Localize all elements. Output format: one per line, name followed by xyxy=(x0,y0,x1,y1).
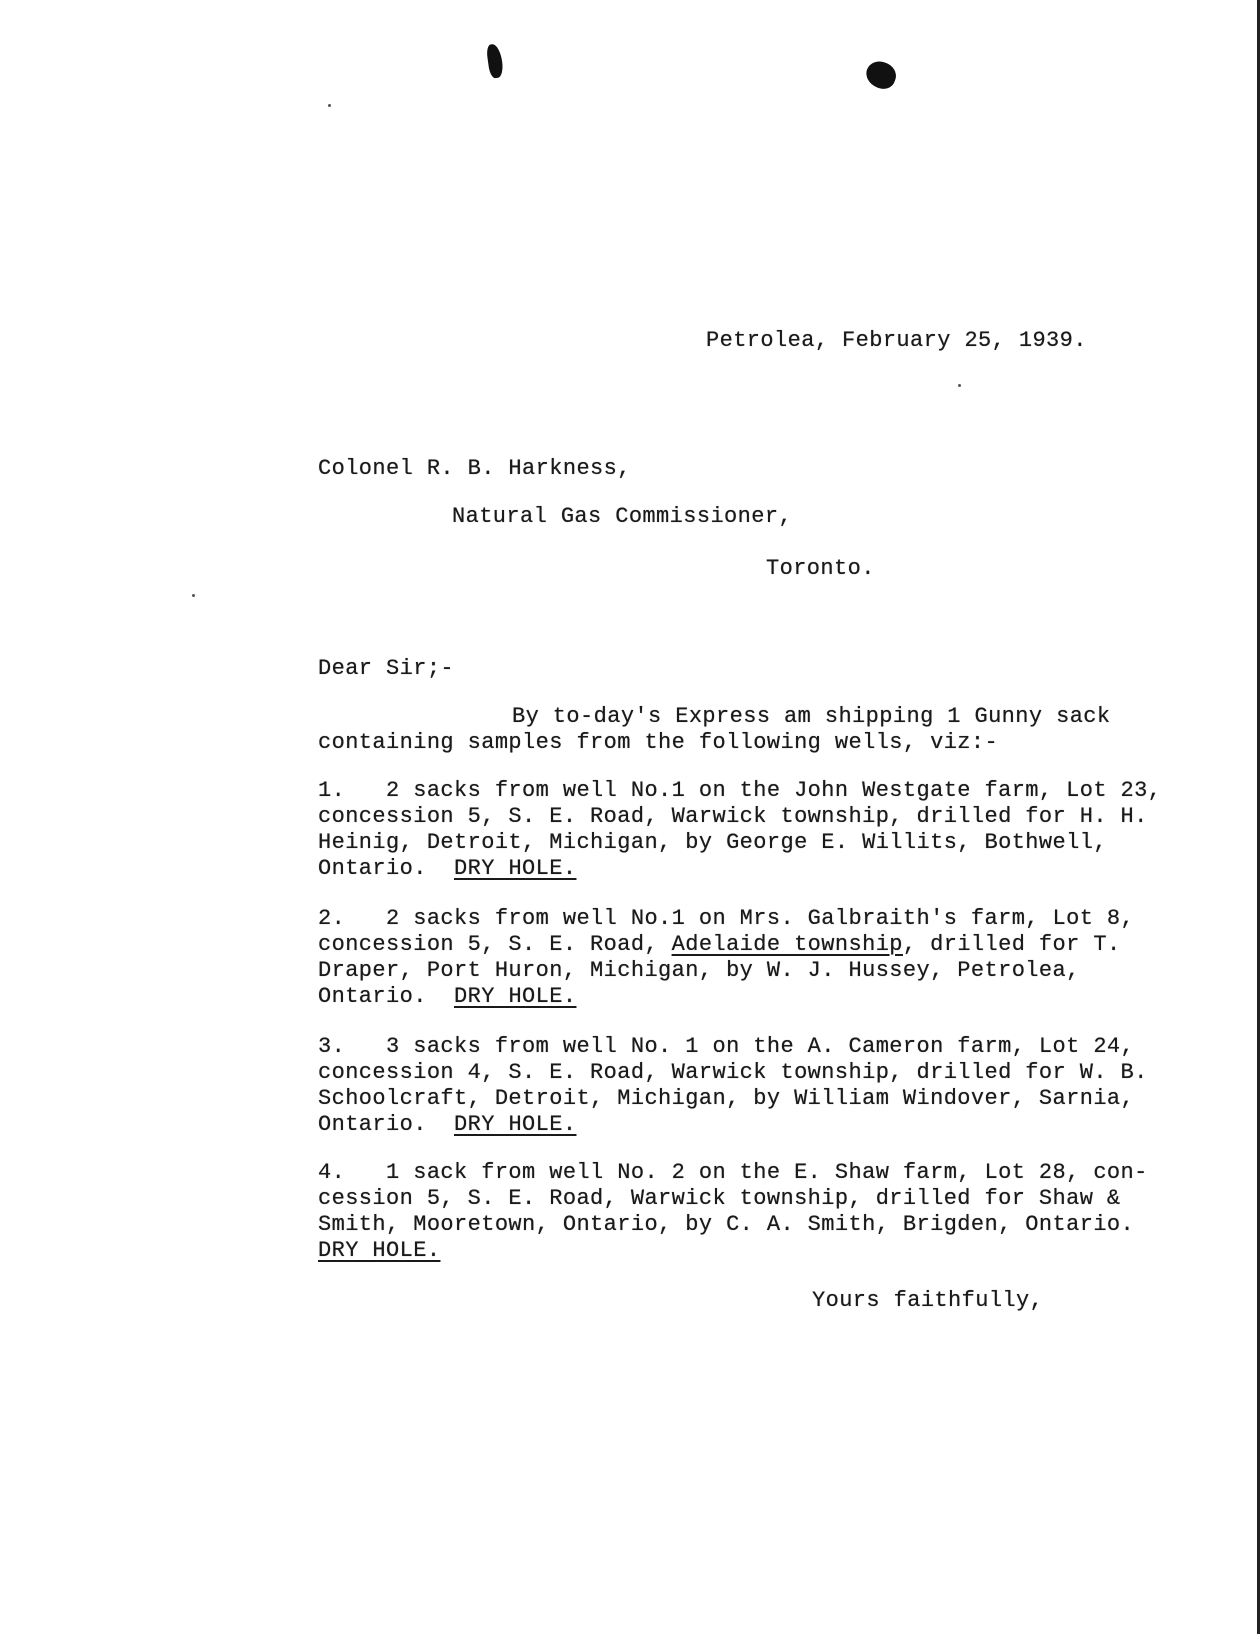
item-1-line: Heinig, Detroit, Michigan, by George E. Willits, Bothwell, xyxy=(318,830,1107,855)
addressee-city: Toronto. xyxy=(766,556,875,581)
item-3-result: DRY HOLE. xyxy=(454,1112,577,1137)
item-4-line: cession 5, S. E. Road, Warwick township, drilled for Shaw & xyxy=(318,1186,1121,1211)
paper-speck xyxy=(958,384,961,387)
item-2-line xyxy=(318,932,1121,958)
item-1-line: concession 5, S. E. Road, Warwick township, drilled for H. H. xyxy=(318,804,1148,829)
addressee-name: Colonel R. B. Harkness, xyxy=(318,456,631,481)
item-1-result: DRY HOLE. xyxy=(454,856,577,881)
item-3-line: concession 4, S. E. Road, Warwick township, drilled for W. B. xyxy=(318,1060,1148,1085)
item-4-line: Smith, Mooretown, Ontario, by C. A. Smith, Brigden, Ontario. xyxy=(318,1212,1135,1237)
item-2-line2-suffix: , drilled for T. xyxy=(902,932,1121,957)
item-4-last-line xyxy=(318,1238,440,1264)
intro-line: containing samples from the following wells, viz:- xyxy=(318,730,999,755)
item-2-last-line xyxy=(318,984,576,1010)
addressee-title: Natural Gas Commissioner, xyxy=(452,504,793,529)
item-3-line: Schoolcraft, Detroit, Michigan, by William Windover, Sarnia, xyxy=(318,1086,1135,1111)
item-2-line: 2. 2 sacks from well No.1 on Mrs. Galbraith's farm, Lot 8, xyxy=(318,906,1135,931)
item-4-result: DRY HOLE. xyxy=(318,1238,441,1263)
punch-hole-mark xyxy=(862,58,899,93)
item-2-line: Draper, Port Huron, Michigan, by W. J. Hussey, Petrolea, xyxy=(318,958,1080,983)
intro-line: By to-day's Express am shipping 1 Gunny sack xyxy=(512,704,1111,729)
paper-speck xyxy=(328,104,331,107)
item-2-result: DRY HOLE. xyxy=(454,984,577,1009)
paper-speck xyxy=(192,594,195,597)
dateline: Petrolea, February 25, 1939. xyxy=(706,328,1087,353)
closing: Yours faithfully, xyxy=(812,1288,1044,1313)
item-2-line2-prefix: concession 5, S. E. Road, xyxy=(318,932,672,957)
item-1-last-line xyxy=(318,856,576,882)
item-2-township-underlined: Adelaide township xyxy=(671,932,903,957)
item-1-line: 1. 2 sacks from well No.1 on the John Westgate farm, Lot 23, xyxy=(318,778,1162,803)
item-3-last-line xyxy=(318,1112,576,1138)
salutation: Dear Sir;- xyxy=(318,656,455,681)
item-3-last-prefix: Ontario. xyxy=(318,1112,455,1137)
punch-hole-mark xyxy=(486,43,505,79)
item-4-line: 4. 1 sack from well No. 2 on the E. Shaw farm, Lot 28, con- xyxy=(318,1160,1148,1185)
item-2-last-prefix: Ontario. xyxy=(318,984,455,1009)
item-1-last-prefix: Ontario. xyxy=(318,856,455,881)
item-3-line: 3. 3 sacks from well No. 1 on the A. Cameron farm, Lot 24, xyxy=(318,1034,1135,1059)
